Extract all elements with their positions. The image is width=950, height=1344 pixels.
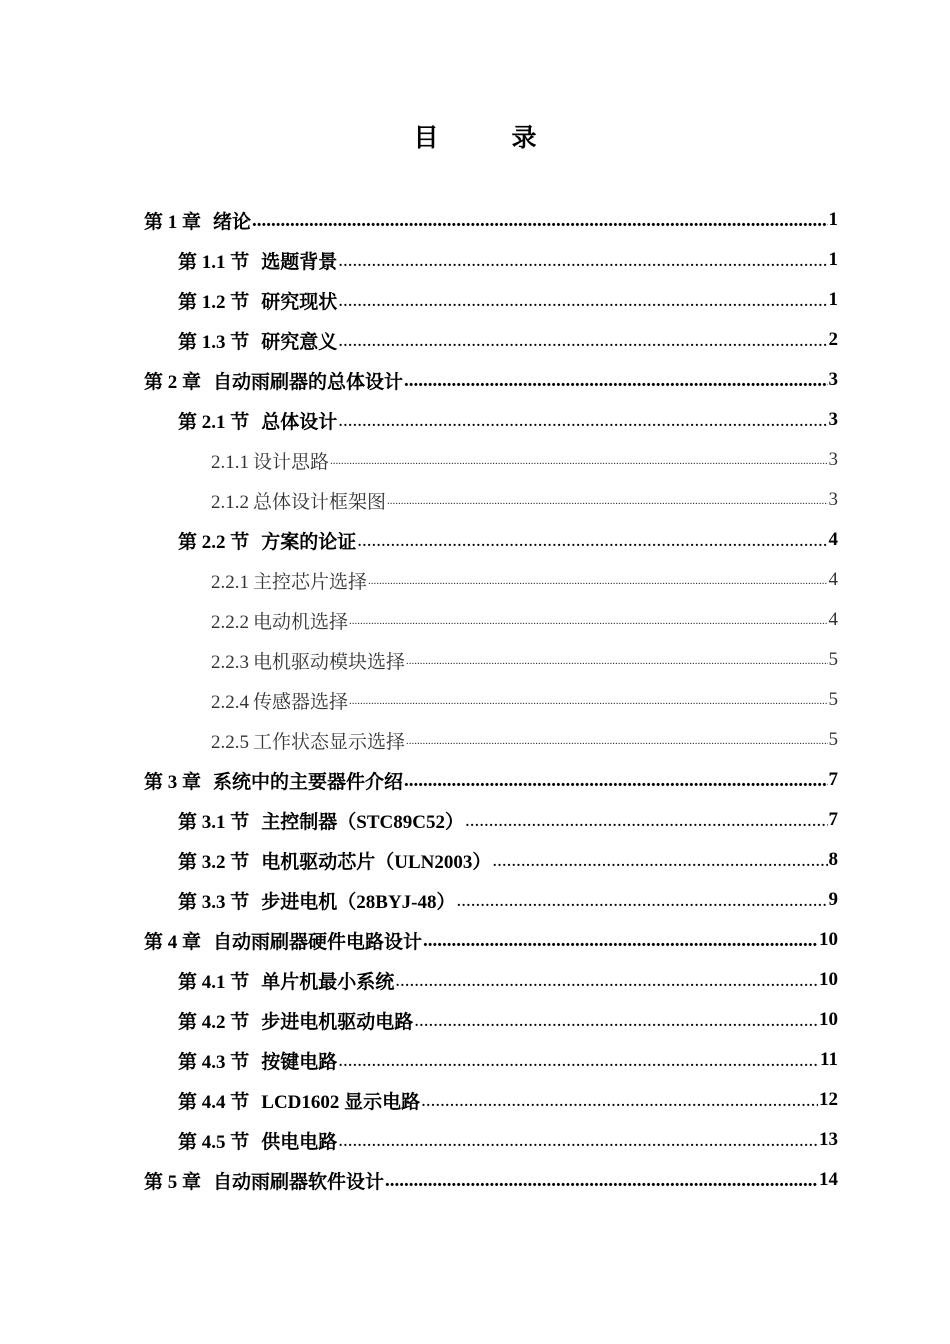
toc-entry[interactable] [144, 360, 838, 400]
toc-entry-title: 单片机最小系统 [261, 971, 395, 993]
toc-entry-title: 工作状态显示选择 [253, 731, 406, 753]
toc-entry[interactable] [144, 840, 838, 880]
toc-entry-number: 第 4.4 节 [178, 1091, 250, 1113]
toc-entry[interactable] [144, 480, 838, 520]
toc-entry-number: 2.1.1 [211, 451, 249, 473]
toc-entry-title: 自动雨刷器的总体设计 [213, 371, 404, 393]
toc-entry-leader-dots [465, 810, 828, 832]
toc-entry-page-number: 1 [828, 249, 838, 270]
toc-entry-number: 第 4.5 节 [178, 1131, 250, 1153]
toc-entry-leader-dots [492, 850, 827, 872]
toc-entry-leader-dots [338, 410, 827, 432]
toc-entry-label [144, 767, 403, 794]
toc-entry-number: 第 3.1 节 [178, 811, 250, 833]
toc-entry-title: 传感器选择 [253, 691, 349, 713]
toc-entry-leader-dots [357, 530, 827, 552]
toc-entry-title: 主控芯片选择 [253, 571, 368, 593]
toc-entry-title: 电动机选择 [253, 611, 349, 633]
toc-entry-leader-dots [338, 1130, 818, 1152]
table-of-contents [144, 200, 838, 1200]
toc-entry-leader-dots [421, 1090, 818, 1112]
toc-entry-page-number: 3 [828, 449, 838, 470]
toc-entry-leader-dots [252, 210, 827, 232]
toc-entry-title: 总体设计框架图 [253, 491, 387, 513]
toc-entry-page-number: 4 [828, 569, 838, 590]
toc-entry-title: 系统中的主要器件介绍 [213, 771, 404, 793]
toc-entry-page-number: 7 [828, 809, 838, 830]
toc-entry[interactable] [144, 200, 838, 240]
toc-entry[interactable] [144, 640, 838, 680]
toc-entry-title: 绪论 [213, 211, 252, 233]
toc-entry-page-number: 11 [820, 1049, 838, 1070]
toc-entry-page-number: 3 [828, 369, 838, 390]
toc-entry-title: 按键电路 [261, 1051, 338, 1073]
toc-entry-label [178, 527, 356, 554]
toc-entry-label [144, 367, 403, 394]
toc-entry[interactable] [144, 680, 838, 720]
toc-entry-number: 第 1.3 节 [178, 331, 250, 353]
toc-entry-leader-dots [387, 495, 827, 507]
toc-entry[interactable] [144, 800, 838, 840]
toc-entry-leader-dots [385, 1170, 818, 1192]
toc-entry[interactable] [144, 600, 838, 640]
toc-entry[interactable] [144, 880, 838, 920]
toc-entry-number: 第 4 章 [144, 931, 202, 953]
toc-entry-number: 第 1 章 [144, 211, 202, 233]
toc-entry-number: 第 1.1 节 [178, 251, 250, 273]
toc-entry-number: 第 3.2 节 [178, 851, 250, 873]
toc-entry-number: 第 2.1 节 [178, 411, 250, 433]
toc-entry-page-number: 9 [828, 889, 838, 910]
toc-entry-leader-dots [338, 1050, 819, 1072]
toc-entry-leader-dots [406, 735, 827, 747]
toc-entry-label [211, 727, 405, 754]
toc-entry-page-number: 10 [819, 1009, 838, 1030]
toc-entry-leader-dots [368, 575, 827, 587]
toc-entry-number: 第 2 章 [144, 371, 202, 393]
toc-entry-leader-dots [395, 970, 818, 992]
toc-entry-label [144, 1167, 384, 1194]
toc-entry-title: 选题背景 [261, 251, 338, 273]
toc-entry-page-number: 5 [828, 689, 838, 710]
toc-entry-leader-dots [330, 455, 827, 467]
toc-entry[interactable] [144, 240, 838, 280]
toc-entry-page-number: 13 [819, 1129, 838, 1150]
toc-entry-label [178, 887, 456, 914]
toc-entry-leader-dots [404, 370, 827, 392]
toc-entry-title: 自动雨刷器硬件电路设计 [213, 931, 423, 953]
toc-entry-leader-dots [457, 890, 828, 912]
toc-entry-number: 2.2.1 [211, 571, 249, 593]
toc-entry[interactable] [144, 280, 838, 320]
toc-entry-number: 第 4.1 节 [178, 971, 250, 993]
toc-entry-page-number: 5 [828, 729, 838, 750]
toc-entry[interactable] [144, 920, 838, 960]
toc-entry-title: 供电电路 [261, 1131, 338, 1153]
toc-entry-number: 2.2.2 [211, 611, 249, 633]
toc-entry-label [178, 247, 337, 274]
toc-title: 目 录 [413, 125, 561, 152]
toc-entry-label [178, 1087, 420, 1114]
toc-entry-page-number: 3 [828, 489, 838, 510]
toc-entry-title: 研究现状 [261, 291, 338, 313]
toc-entry-label [211, 567, 367, 594]
toc-entry-label [178, 1047, 337, 1074]
toc-entry-page-number: 5 [828, 649, 838, 670]
toc-entry-leader-dots [406, 655, 827, 667]
toc-entry-number: 第 2.2 节 [178, 531, 250, 553]
toc-entry[interactable] [144, 1160, 838, 1200]
toc-entry[interactable] [144, 760, 838, 800]
toc-entry-title: 总体设计 [261, 411, 338, 433]
toc-entry-title: 方案的论证 [261, 531, 357, 553]
toc-entry[interactable] [144, 320, 838, 360]
toc-entry-label [144, 927, 422, 954]
toc-entry-page-number: 8 [828, 849, 838, 870]
toc-entry-number: 第 4.3 节 [178, 1051, 250, 1073]
toc-entry-label [178, 327, 337, 354]
toc-entry-title: 步进电机驱动电路 [261, 1011, 414, 1033]
toc-entry-leader-dots [423, 930, 818, 952]
toc-entry-page-number: 2 [828, 329, 838, 350]
toc-entry-label [211, 487, 386, 514]
toc-entry-label [178, 807, 464, 834]
toc-entry-label [178, 407, 337, 434]
toc-entry[interactable] [144, 520, 838, 560]
toc-entry-number: 第 1.2 节 [178, 291, 250, 313]
toc-entry[interactable] [144, 960, 838, 1000]
toc-entry-label [178, 1127, 337, 1154]
toc-entry-leader-dots [414, 1010, 818, 1032]
toc-entry-page-number: 1 [828, 209, 838, 230]
toc-entry-leader-dots [404, 770, 827, 792]
toc-entry-page-number: 3 [828, 409, 838, 430]
toc-entry-page-number: 4 [828, 529, 838, 550]
toc-entry-label [178, 1007, 413, 1034]
toc-entry-label [211, 647, 405, 674]
toc-entry-number: 2.2.3 [211, 651, 249, 673]
toc-entry-page-number: 12 [819, 1089, 838, 1110]
toc-entry-page-number: 4 [828, 609, 838, 630]
toc-entry-leader-dots [349, 695, 827, 707]
toc-entry-label [178, 847, 491, 874]
toc-entry-number: 第 5 章 [144, 1171, 202, 1193]
toc-entry-number: 第 3.3 节 [178, 891, 250, 913]
toc-entry-title: 电机驱动模块选择 [253, 651, 406, 673]
toc-entry-title: 电机驱动芯片（ULN2003） [261, 851, 492, 873]
toc-entry[interactable] [144, 400, 838, 440]
toc-entry-label [144, 207, 251, 234]
toc-entry-number: 2.1.2 [211, 491, 249, 513]
toc-entry[interactable] [144, 1040, 838, 1080]
toc-entry-label [178, 287, 337, 314]
toc-entry-label [178, 967, 394, 994]
toc-entry-leader-dots [349, 615, 827, 627]
toc-entry-number: 2.2.5 [211, 731, 249, 753]
toc-entry[interactable] [144, 440, 838, 480]
toc-entry[interactable] [144, 560, 838, 600]
toc-entry-title: 自动雨刷器软件设计 [213, 1171, 385, 1193]
toc-entry-title: 主控制器（STC89C52） [261, 811, 464, 833]
toc-entry-page-number: 14 [819, 1169, 838, 1190]
toc-entry-label [211, 687, 348, 714]
toc-entry-page-number: 7 [828, 769, 838, 790]
toc-entry-leader-dots [338, 330, 827, 352]
toc-entry-title: LCD1602 显示电路 [261, 1091, 421, 1113]
toc-entry-label [211, 447, 329, 474]
toc-entry[interactable] [144, 1000, 838, 1040]
toc-entry-page-number: 10 [819, 929, 838, 950]
toc-entry-title: 设计思路 [253, 451, 330, 473]
toc-entry-number: 2.2.4 [211, 691, 249, 713]
toc-entry-number: 第 3 章 [144, 771, 202, 793]
toc-entry-title: 研究意义 [261, 331, 338, 353]
toc-entry-page-number: 1 [828, 289, 838, 310]
toc-entry[interactable] [144, 1120, 838, 1160]
toc-entry[interactable] [144, 720, 838, 760]
toc-entry-number: 第 4.2 节 [178, 1011, 250, 1033]
toc-entry-label [211, 607, 348, 634]
toc-entry-leader-dots [338, 250, 827, 272]
toc-entry-page-number: 10 [819, 969, 838, 990]
toc-entry[interactable] [144, 1080, 838, 1120]
toc-entry-leader-dots [338, 290, 827, 312]
toc-entry-title: 步进电机（28BYJ-48） [261, 891, 456, 913]
